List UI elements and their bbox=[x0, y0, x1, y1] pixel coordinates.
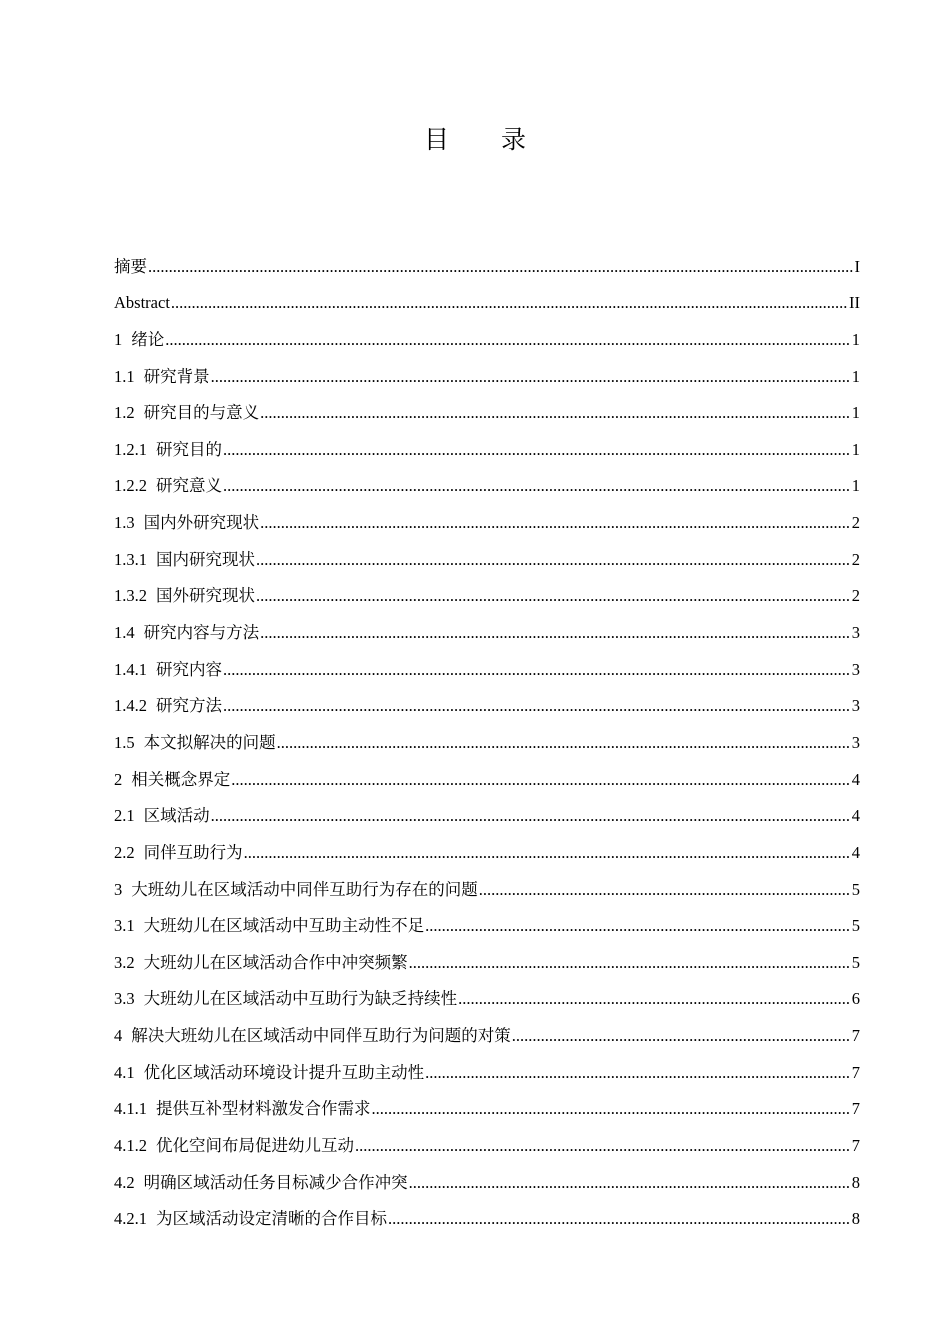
toc-dot-leader bbox=[260, 511, 851, 535]
toc-entry-number: 1.2 bbox=[114, 403, 135, 423]
toc-dot-leader bbox=[223, 438, 851, 462]
toc-dot-leader bbox=[244, 841, 851, 865]
toc-entry-title: 大班幼儿在区域活动合作中冲突频繁 bbox=[143, 952, 408, 972]
toc-dot-leader bbox=[148, 255, 854, 279]
toc-dot-leader bbox=[409, 951, 851, 975]
toc-entry-page: 1 bbox=[851, 439, 860, 459]
toc-entry-number: 1.5 bbox=[114, 732, 135, 752]
toc-entry-title: 研究意义 bbox=[156, 476, 222, 496]
toc-dot-leader bbox=[260, 621, 851, 645]
toc-entry[interactable] bbox=[114, 1195, 860, 1232]
toc-dot-leader bbox=[223, 658, 851, 682]
toc-entry-page: 3 bbox=[851, 696, 860, 716]
toc-entry-title: 绪论 bbox=[131, 329, 165, 349]
toc-entry[interactable] bbox=[114, 682, 860, 719]
toc-entry-number: 3 bbox=[114, 879, 123, 899]
toc-entry-title: 本文拟解决的问题 bbox=[143, 732, 276, 752]
toc-dot-leader bbox=[512, 1024, 851, 1048]
toc-dot-leader bbox=[409, 1171, 851, 1195]
toc-entry-page: II bbox=[849, 293, 860, 313]
toc-entry-page: 4 bbox=[851, 842, 860, 862]
toc-entry[interactable] bbox=[114, 792, 860, 829]
toc-entry-page: 4 bbox=[851, 806, 860, 826]
toc-dot-leader bbox=[223, 474, 851, 498]
toc-entry-page: 7 bbox=[851, 1136, 860, 1156]
toc-entry[interactable] bbox=[114, 462, 860, 499]
toc-entry[interactable] bbox=[114, 718, 860, 755]
toc-entry-title: 大班幼儿在区域活动中同伴互助行为存在的问题 bbox=[131, 879, 478, 899]
toc-entry[interactable] bbox=[114, 1085, 860, 1122]
toc-entry-number: 4 bbox=[114, 1026, 123, 1046]
toc-entry-page: 1 bbox=[851, 476, 860, 496]
toc-entry-title: 研究目的 bbox=[156, 439, 222, 459]
toc-dot-leader bbox=[372, 1097, 851, 1121]
toc-dot-leader bbox=[256, 584, 851, 608]
toc-entry-page: 3 bbox=[851, 659, 860, 679]
toc-dot-leader bbox=[223, 694, 851, 718]
toc-entry-page: 8 bbox=[851, 1172, 860, 1192]
toc-entry-number: 3.1 bbox=[114, 916, 135, 936]
toc-entry[interactable] bbox=[114, 865, 860, 902]
toc-entry-page: 2 bbox=[851, 586, 860, 606]
toc-entry-page: 5 bbox=[851, 952, 860, 972]
toc-entry[interactable] bbox=[114, 352, 860, 389]
toc-dot-leader bbox=[479, 878, 851, 902]
toc-entry-title: 国内研究现状 bbox=[156, 549, 255, 569]
toc-entry-number: 1.4.2 bbox=[114, 696, 147, 716]
toc-entry-title: 摘要 bbox=[114, 256, 147, 276]
toc-entry-number: 4.1.2 bbox=[114, 1136, 147, 1156]
toc-entry-page: 1 bbox=[851, 329, 860, 349]
toc-entry-title: 解决大班幼儿在区域活动中同伴互助行为问题的对策 bbox=[131, 1026, 511, 1046]
toc-entry-number: 1 bbox=[114, 329, 123, 349]
toc-entry[interactable] bbox=[114, 902, 860, 939]
toc-entry-title: 区域活动 bbox=[143, 806, 210, 826]
toc-entry-number: 4.2.1 bbox=[114, 1209, 147, 1229]
toc-dot-leader bbox=[231, 768, 851, 792]
toc-entry-page: 1 bbox=[851, 403, 860, 423]
toc-entry-page: 1 bbox=[851, 366, 860, 386]
toc-entry[interactable] bbox=[114, 1121, 860, 1158]
toc-dot-leader bbox=[211, 365, 851, 389]
toc-entry-number: 4.2 bbox=[114, 1172, 135, 1192]
toc-entry-page: 6 bbox=[851, 989, 860, 1009]
toc-entry-title: 研究背景 bbox=[143, 366, 210, 386]
toc-entry-title: 国内外研究现状 bbox=[143, 513, 260, 533]
toc-entry-page: 4 bbox=[851, 769, 860, 789]
toc-entry[interactable] bbox=[114, 608, 860, 645]
toc-entry[interactable] bbox=[114, 315, 860, 352]
page-title: 目 录 bbox=[424, 125, 548, 154]
toc-entry-title: 相关概念界定 bbox=[131, 769, 231, 789]
toc-entry[interactable] bbox=[114, 279, 860, 316]
toc-entry-number: 3.3 bbox=[114, 989, 135, 1009]
toc-dot-leader bbox=[211, 804, 851, 828]
toc-entry-number: 1.2.1 bbox=[114, 439, 147, 459]
toc-entry-title: 提供互补型材料激发合作需求 bbox=[156, 1099, 371, 1119]
toc-dot-leader bbox=[388, 1207, 851, 1231]
toc-entry-number: 2.2 bbox=[114, 842, 135, 862]
toc-entry-title: 国外研究现状 bbox=[156, 586, 255, 606]
toc-entry-page: 5 bbox=[851, 916, 860, 936]
toc-entry-title: 研究内容 bbox=[156, 659, 222, 679]
toc-entry-title: 优化空间布局促进幼儿互动 bbox=[156, 1136, 354, 1156]
toc-entry-number: 2.1 bbox=[114, 806, 135, 826]
toc-entry[interactable] bbox=[114, 645, 860, 682]
toc-entry-number: 1.3.2 bbox=[114, 586, 147, 606]
toc-entry[interactable] bbox=[114, 535, 860, 572]
toc-entry-title: 大班幼儿在区域活动中互助主动性不足 bbox=[143, 916, 425, 936]
toc-entry[interactable] bbox=[114, 975, 860, 1012]
toc-dot-leader bbox=[458, 987, 851, 1011]
toc-entry[interactable] bbox=[114, 498, 860, 535]
toc-dot-leader bbox=[260, 401, 851, 425]
toc-entry-title: 研究目的与意义 bbox=[143, 403, 260, 423]
toc-entry-number: 1.2.2 bbox=[114, 476, 147, 496]
toc-entry-number: 3.2 bbox=[114, 952, 135, 972]
toc-entry-title: 同伴互助行为 bbox=[143, 842, 243, 862]
toc-entry[interactable] bbox=[114, 1011, 860, 1048]
toc-entry-page: 8 bbox=[851, 1209, 860, 1229]
toc-dot-leader bbox=[277, 731, 851, 755]
toc-entry[interactable] bbox=[114, 1048, 860, 1085]
toc-entry[interactable] bbox=[114, 242, 860, 279]
toc-dot-leader bbox=[425, 1061, 851, 1085]
toc-entry-page: 2 bbox=[851, 513, 860, 533]
toc-entry-title: Abstract bbox=[114, 293, 170, 313]
toc-entry-page: 7 bbox=[851, 1062, 860, 1082]
toc-dot-leader bbox=[165, 328, 851, 352]
toc-entry-title: 明确区域活动任务目标减少合作冲突 bbox=[143, 1172, 408, 1192]
toc-entry-title: 优化区域活动环境设计提升互助主动性 bbox=[143, 1062, 425, 1082]
toc-entry[interactable] bbox=[114, 425, 860, 462]
toc-dot-leader bbox=[171, 291, 848, 315]
toc-entry[interactable] bbox=[114, 755, 860, 792]
toc-entry-page: 2 bbox=[851, 549, 860, 569]
toc-entry-title: 研究内容与方法 bbox=[143, 623, 260, 643]
toc-entry-number: 4.1.1 bbox=[114, 1099, 147, 1119]
toc-entry[interactable] bbox=[114, 828, 860, 865]
toc-dot-leader bbox=[256, 548, 851, 572]
toc-entry[interactable] bbox=[114, 572, 860, 609]
toc-entry[interactable] bbox=[114, 389, 860, 426]
toc-entry-title: 研究方法 bbox=[156, 696, 222, 716]
toc-entry-page: 7 bbox=[851, 1026, 860, 1046]
toc-entry-number: 1.3.1 bbox=[114, 549, 147, 569]
toc-entry-number: 1.1 bbox=[114, 366, 135, 386]
toc-entry-number: 1.3 bbox=[114, 513, 135, 533]
toc-entry-page: 3 bbox=[851, 623, 860, 643]
toc-entry-page: I bbox=[854, 256, 860, 276]
toc-entry[interactable] bbox=[114, 938, 860, 975]
toc-list bbox=[114, 242, 860, 1231]
toc-dot-leader bbox=[425, 914, 851, 938]
toc-entry-page: 3 bbox=[851, 732, 860, 752]
toc-entry-title: 为区域活动设定清晰的合作目标 bbox=[156, 1209, 387, 1229]
toc-entry-number: 4.1 bbox=[114, 1062, 135, 1082]
toc-entry[interactable] bbox=[114, 1158, 860, 1195]
toc-entry-number: 1.4 bbox=[114, 623, 135, 643]
toc-entry-number: 2 bbox=[114, 769, 123, 789]
toc-entry-title: 大班幼儿在区域活动中互助行为缺乏持续性 bbox=[143, 989, 458, 1009]
toc-entry-page: 5 bbox=[851, 879, 860, 899]
toc-dot-leader bbox=[355, 1134, 851, 1158]
toc-entry-number: 1.4.1 bbox=[114, 659, 147, 679]
toc-entry-page: 7 bbox=[851, 1099, 860, 1119]
